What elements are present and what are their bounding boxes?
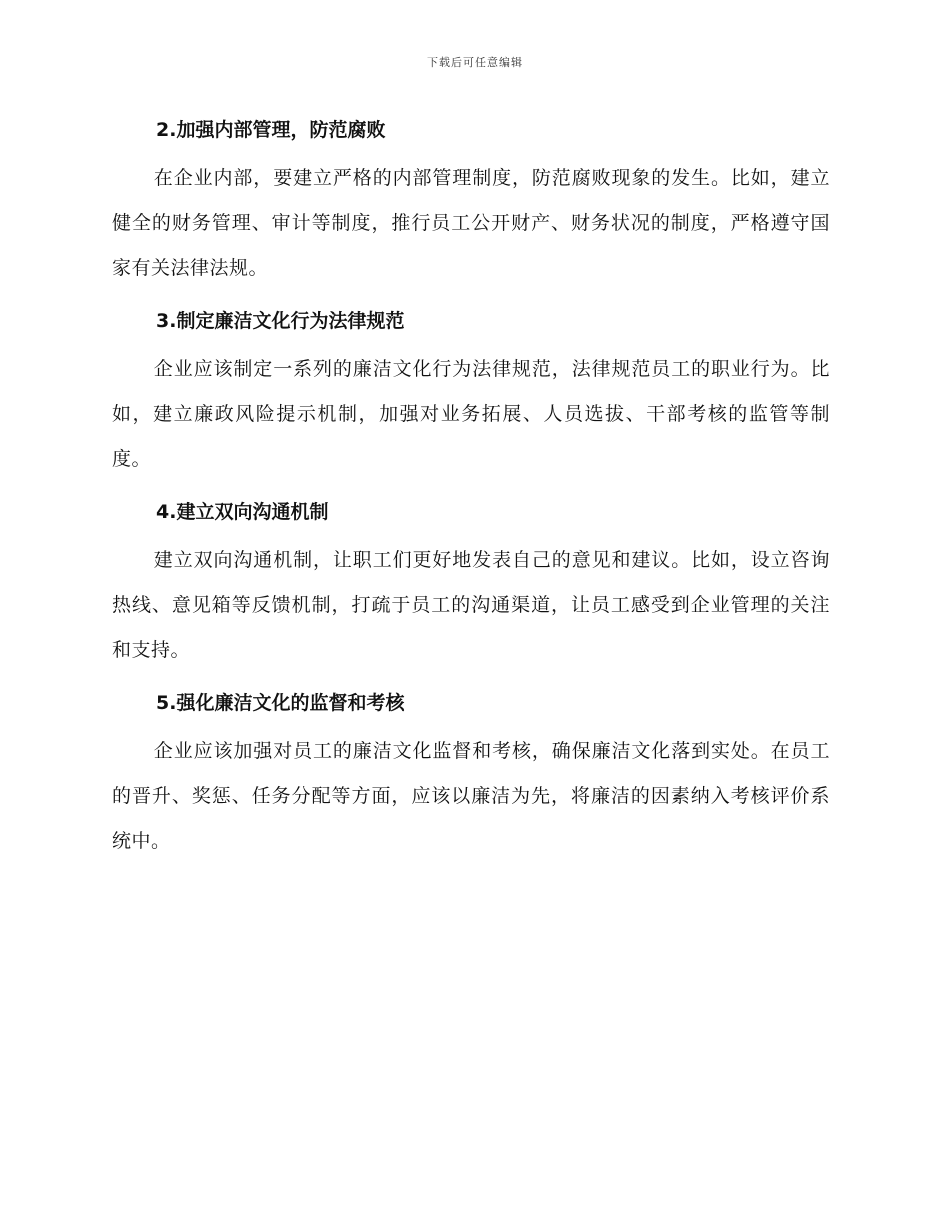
section-internal-management <box>112 110 830 291</box>
section-heading: 3.制定廉洁文化行为法律规范 <box>156 310 405 332</box>
section-conduct-norms <box>112 301 830 482</box>
header-note: 下载后可任意编辑 <box>427 56 523 69</box>
section-paragraph: 企业应该加强对员工的廉洁文化监督和考核，确保廉洁文化落到实处。在员工的晋升、奖惩、任务分配等方面，应该以廉洁为先，将廉洁的因素纳入考核评价系统中。 <box>112 740 830 852</box>
document-content <box>112 110 830 874</box>
section-supervision-assessment <box>112 683 830 864</box>
section-paragraph: 建立双向沟通机制，让职工们更好地发表自己的意见和建议。比如，设立咨询热线、意见箱等反馈机制，打疏于员工的沟通渠道，让员工感受到企业管理的关注和支持。 <box>112 549 830 661</box>
section-heading: 4.建立双向沟通机制 <box>156 501 329 523</box>
section-heading: 5.强化廉洁文化的监督和考核 <box>156 692 405 714</box>
section-heading: 2.加强内部管理，防范腐败 <box>156 119 386 141</box>
section-paragraph: 企业应该制定一系列的廉洁文化行为法律规范，法律规范员工的职业行为。比如，建立廉政风险提示机制，加强对业务拓展、人员选拔、干部考核的监管等制度。 <box>112 358 830 470</box>
section-paragraph: 在企业内部，要建立严格的内部管理制度，防范腐败现象的发生。比如，建立健全的财务管理、审计等制度，推行员工公开财产、财务状况的制度，严格遵守国家有关法律法规。 <box>112 167 830 279</box>
section-two-way-communication <box>112 492 830 673</box>
